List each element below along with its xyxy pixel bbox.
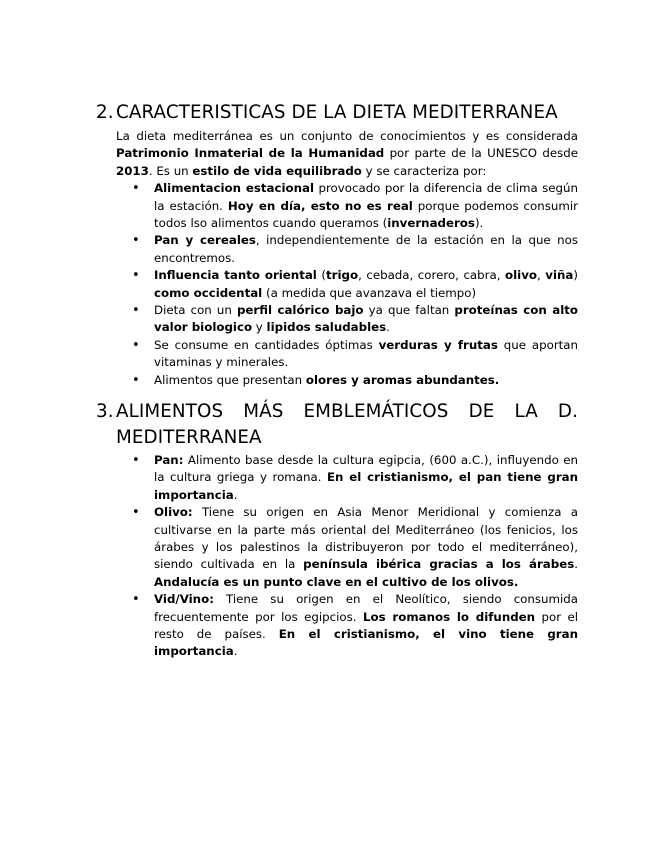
section-body xyxy=(116,452,578,661)
bullet-icon: • xyxy=(132,453,140,468)
heading-number: 3. xyxy=(96,401,114,422)
section-alimentos xyxy=(96,399,578,661)
list-item: • Pan y cereales, independientemente de la estación en la que nos encontremos. xyxy=(132,233,578,265)
list-item: • Olivo: Tiene su origen en Asia Menor Meridional y comienza a cultivarse en la parte más oriental del Mediterráneo (los fenicios, los árabes y los palestinos la distribuyeron por todo el mediterráneo), siendo cultivada en la península ibérica gracias a los árabes. Andalucía es un punto clave en el cultivo de los olivos. xyxy=(132,505,578,589)
list-item: • Se consume en cantidades óptimas verduras y frutas que aportan vitaminas y minerales. xyxy=(132,337,579,370)
section-body xyxy=(116,128,578,389)
intro-paragraph: La dieta mediterránea es un conjunto de conocimientos y es considerada Patrimonio Inmaterial de la Humanidad por parte de la UNESCO desde 2013. Es un estilo de vida equilibrado y se caracteriza por: xyxy=(116,129,578,178)
section-heading xyxy=(96,399,578,451)
list-item: • Alimentacion estacional provocado por la diferencia de clima según la estación. Hoy en día, esto no es real porque podemos consumir todos lso alimentos cuando queramos (invernaderos). xyxy=(132,181,579,231)
bullet-icon: • xyxy=(132,505,140,521)
list-item: • Alimentos que presentan olores y aromas abundantes. xyxy=(132,372,500,388)
section-caracteristicas xyxy=(96,100,578,389)
bullet-icon: • xyxy=(132,303,140,319)
heading-number: 2. xyxy=(96,102,114,123)
bullet-icon: • xyxy=(132,233,140,249)
bullet-icon: • xyxy=(132,337,140,353)
bullet-icon: • xyxy=(132,372,140,388)
bullet-icon: • xyxy=(132,268,140,284)
heading-title: ALIMENTOS MÁS EMBLEMÁTICOS DE LA D. MEDITERRANEA xyxy=(116,401,578,448)
foods-list xyxy=(116,452,578,661)
list-item: • Influencia tanto oriental (trigo, cebada, corero, cabra, olivo, viña) como occidental (a medida que avanzava el tiempo) xyxy=(132,268,578,300)
heading-title: CARACTERISTICAS DE LA DIETA MEDITERRANEA xyxy=(116,102,558,123)
list-item: • Dieta con un perfil calórico bajo ya que faltan proteínas con alto valor biologico y lipidos saludables. xyxy=(132,303,578,335)
bullet-icon: • xyxy=(132,181,140,197)
list-item: • Pan: Alimento base desde la cultura egipcia, (600 a.C.), influyendo en la cultura griega y romana. En el cristianismo, el pan tiene gran importancia. xyxy=(132,453,578,502)
section-heading xyxy=(96,100,578,126)
bullet-icon: • xyxy=(132,592,140,608)
characteristics-list xyxy=(116,180,578,389)
list-item: • Vid/Vino: Tiene su origen en el Neolítico, siendo consumida frecuentemente por los egipcios. Los romanos lo difunden por el resto de países. En el cristianismo, el vino tiene gran importancia. xyxy=(132,592,578,659)
